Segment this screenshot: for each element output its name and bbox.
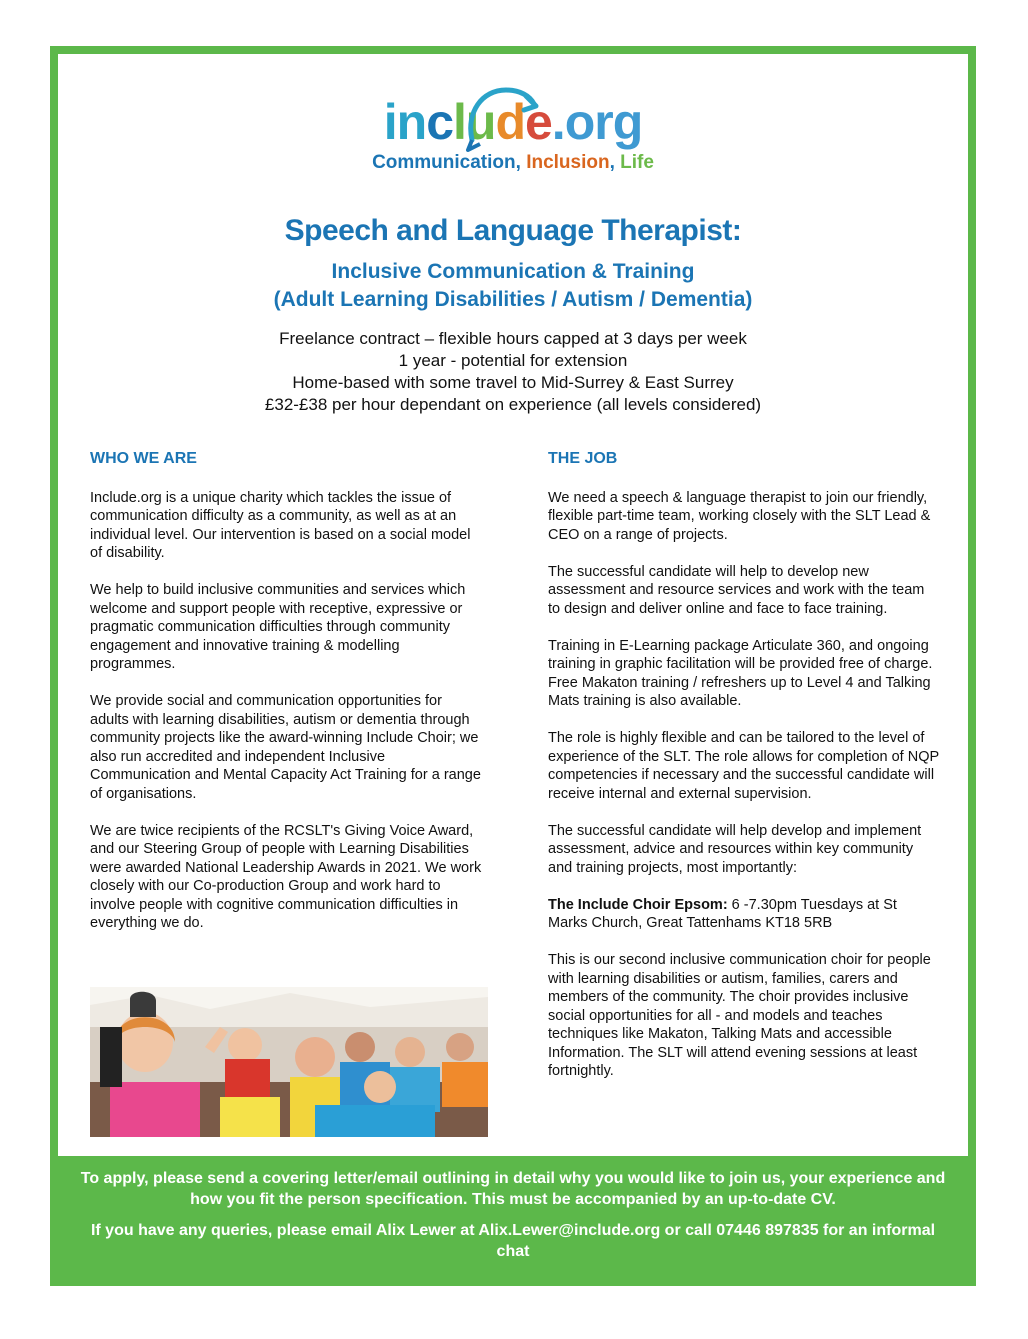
contract-terms — [58, 328, 968, 416]
choir-photo-illustration — [90, 987, 488, 1137]
logo — [58, 94, 968, 174]
tagline — [58, 152, 968, 174]
the-job-heading: THE JOB — [548, 450, 618, 467]
paragraph: We need a speech & language therapist to join our friendly, flexible part-time team, working closely with the SLT Lead & CEO on a range of projects. — [548, 489, 931, 543]
tagline-inclusion: Inclusion — [526, 152, 610, 173]
choir-paragraph — [548, 896, 940, 933]
terms-line: Home-based with some travel to Mid-Surrey & East Surrey — [292, 373, 734, 392]
paragraph: We help to build inclusive communities and services which welcome and support people with receptive, expressive or pragmatic communication difficulties through community engagement and innovative training & modelling programmes. — [90, 582, 466, 672]
who-we-are-heading: WHO WE ARE — [90, 450, 197, 467]
logo-wordmark — [384, 94, 642, 150]
terms-line: Freelance contract – flexible hours capped at 3 days per week — [279, 329, 747, 348]
paragraph: The successful candidate will help develop and implement assessment, advice and resources within key community and training projects, most importantly: — [548, 822, 922, 876]
paragraph: Include.org is a unique charity which tackles the issue of communication difficulty as a community, as well as at an individual level. Our intervention is based on a social model of disability. — [90, 489, 471, 561]
the-job-column — [548, 450, 940, 1099]
choir-photo — [90, 987, 488, 1137]
logo-part-in: in — [383, 94, 427, 150]
choir-details: 6 -7.30pm Tuesdays at St Marks Church, Great Tattenhams KT18 5RB — [548, 896, 897, 931]
tagline-separator: , — [609, 152, 621, 173]
choir-label: The Include Choir Epsom: — [548, 896, 728, 913]
subtitle-line: Inclusive Communication & Training — [331, 260, 695, 283]
logo-part-org: .org — [551, 94, 643, 150]
terms-line: 1 year - potential for extension — [398, 351, 628, 370]
speech-bubble-arrow-icon — [462, 82, 542, 152]
application-footer — [58, 1156, 968, 1278]
who-we-are-column — [90, 450, 482, 951]
tagline-communication: Communication — [372, 152, 516, 173]
paragraph: We provide social and communication opportunities for adults with learning disabilities, autism or dementia through community projects like the award-winning Include Choir; we also run accredited and independent Inclusive Communication and Mental Capacity Act Training for a range of organisations. — [90, 693, 481, 802]
job-title-block — [58, 214, 968, 314]
tagline-separator: , — [515, 152, 527, 173]
paragraph: This is our second inclusive communication choir for people with learning disabilities or autism, families, carers and members of the community. The choir provides inclusive social opportunities for all - and models and teaches techniques like Makaton, Talking Mats and accessible Information. The SLT will attend evening sessions at least fortnightly. — [548, 952, 931, 1079]
logo-part-d: d — [495, 94, 525, 150]
paragraph: The role is highly flexible and can be tailored to the level of experience of the SLT. The role allows for completion of NQP competencies if necessary and the successful candidate will receive internal and external supervision. — [548, 730, 939, 802]
terms-line: £32-£38 per hour dependant on experience (all levels considered) — [264, 395, 762, 414]
page-title: Speech and Language Therapist: — [284, 214, 742, 247]
poster-frame — [50, 46, 976, 1286]
logo-part-e: e — [524, 94, 552, 150]
job-subtitle — [58, 258, 968, 314]
paragraph: We are twice recipients of the RCSLT's Giving Voice Award, and our Steering Group of people with Learning Disabilities were awarded National Leadership Awards in 2021. We work closely with our Co-production Group and work hard to involve people with cognitive communication difficulties in everything we do. — [90, 822, 482, 931]
paragraph: The successful candidate will help to develop new assessment and resource services and work with the team to design and deliver online and face to face training. — [548, 563, 925, 617]
paragraph: Training in E-Learning package Articulate 360, and ongoing training in graphic facilitation will be provided free of charge. Free Makaton training / refreshers up to Level 4 and Talking Mats training is also available. — [548, 637, 933, 709]
logo-part-c: c — [426, 94, 453, 150]
subtitle-line: (Adult Learning Disabilities / Autism / Dementia) — [273, 288, 753, 311]
apply-instructions: To apply, please send a covering letter/email outlining in detail why you would like to join us, your experience and how you fit the person specification. This must be accompanied by an up-to-date CV. — [80, 1170, 946, 1208]
logo-part-lu: lu — [453, 94, 496, 150]
tagline-life: Life — [620, 152, 654, 173]
contact-info: If you have any queries, please email Alix Lewer at Alix.Lewer@include.org or call 07446 897835 for an informal chat — [90, 1222, 936, 1260]
